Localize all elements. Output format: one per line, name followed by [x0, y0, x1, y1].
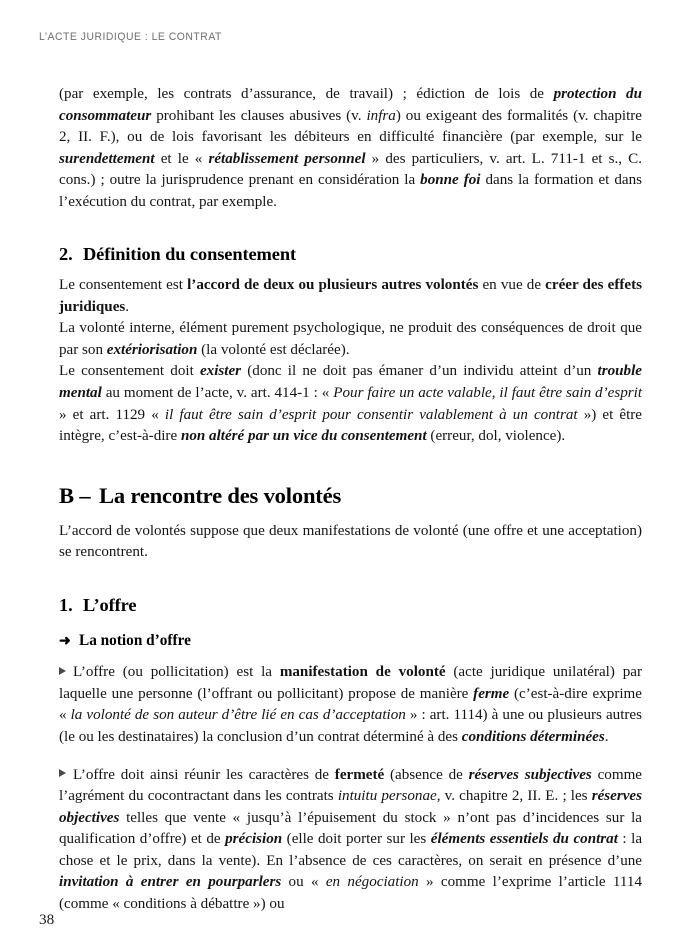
emphasis-exister: exister: [199, 363, 242, 380]
heading-letter: B –: [59, 482, 91, 508]
emphasis-surendettement: surendettement: [59, 150, 155, 167]
text-run: Le consentement est: [59, 277, 188, 294]
italic-infra: infra: [366, 107, 396, 124]
emphasis-retablissement-personnel: rétablissement personnel: [208, 150, 366, 167]
emphasis-elements-essentiels: éléments essentiels du contrat: [430, 831, 618, 848]
subheading-label: La notion d’offre: [79, 631, 191, 649]
heading-number: 1.: [59, 594, 73, 615]
emphasis-trouble-mental: trouble mental: [59, 363, 642, 402]
text-run: et le «: [154, 150, 209, 167]
heading-title: La rencontre des volontés: [99, 482, 342, 508]
text-run: au moment de l’acte, v. art. 414-1 : «: [101, 385, 334, 402]
emphasis-bonne-foi: bonne foi: [420, 172, 481, 189]
text-run: » comme l’exprime l’article 1114 (comme « conditions à débattre ») ou: [59, 874, 642, 912]
bold-fermete: fermeté: [334, 766, 385, 783]
text-run: : la chose et le prix, dans la vente). En l’absence de ces caractères, on serait en présence d’une: [59, 831, 643, 869]
paragraph-intro: [59, 84, 642, 213]
spacer: [59, 564, 642, 594]
paragraph-consentement-exister: [59, 361, 642, 447]
triangle-bullet-icon: [59, 667, 66, 675]
spacer: [59, 266, 642, 275]
italic-intuitu-personae: intuitu personae: [337, 788, 437, 805]
heading-number: 2.: [59, 244, 73, 265]
triangle-bullet-icon: [59, 769, 66, 777]
text-run: La volonté interne, élément purement psychologique, ne produit des conséquences de droit que par son: [59, 320, 642, 358]
running-head: L’ACTE JURIDIQUE : LE CONTRAT: [39, 31, 222, 43]
text-run: (absence de: [384, 766, 469, 783]
emphasis-ferme: ferme: [473, 685, 510, 702]
emphasis-exteriorisation: extériorisation: [106, 341, 198, 358]
text-run: Le consentement doit: [59, 363, 200, 380]
italic-en-negociation: en négociation: [325, 874, 419, 891]
quote-article-1129: il faut être sain d’esprit pour consentir valablement à un contrat: [164, 406, 578, 423]
bold-accord-volontes: l’accord de deux ou plusieurs autres volontés: [187, 277, 479, 294]
text-column: [59, 84, 642, 915]
text-run: , v. chapitre 2, II. E. ; les: [436, 788, 592, 805]
quote-volonte-auteur: la volonté de son auteur d’être lié en cas d’acceptation: [70, 707, 406, 724]
text-run: ) ou exigeant des formalités (v. chapitre 2, II. F.), ou de lois favorisant les débiteurs en difficulté financière (par exemple, sur le: [59, 107, 643, 146]
text-run: (c’est-à-dire exprime «: [59, 685, 642, 724]
spacer: [59, 650, 642, 662]
bullet-paragraph-offre-caracteres: [59, 765, 642, 916]
paragraph-accord-volontes: L’accord de volontés suppose que deux manifestations de volonté (une offre et une acceptation) se rencontrent.: [59, 522, 642, 561]
emphasis-precision: précision: [225, 831, 283, 848]
arrow-right-icon: ➜: [59, 633, 71, 649]
text-run: » et art. 1129 «: [59, 406, 165, 423]
quote-article-414-1: Pour faire un acte valable, il faut être sain d’esprit: [333, 385, 643, 402]
spacer: [59, 448, 642, 482]
emphasis-reserves-objectives: réserves objectives: [59, 788, 642, 826]
page-number: 38: [39, 911, 55, 928]
subheading-notion-offre: [59, 631, 642, 651]
bullet-paragraph-offre-definition: [59, 662, 642, 748]
heading-title: Définition du consentement: [83, 244, 296, 265]
text-run: (elle doit porter sur les: [282, 831, 431, 848]
paragraph-volonte-interne: [59, 318, 642, 361]
text-run: L’offre doit ainsi réunir les caractères de: [73, 766, 335, 783]
text-run: dans la formation et dans l’exécution du contrat, par exemple.: [59, 172, 642, 210]
text-run: » : art. 1114) à une ou plusieurs autres (le ou les destinataires) la conclusion d’un contrat déterminé à des: [59, 707, 642, 745]
bold-manifestation-volonte: manifestation de volonté: [279, 664, 446, 681]
text-run: prohibant les clauses abusives (v.: [151, 107, 367, 124]
text-run: » des particuliers, v. art. L. 711-1 et s., C. cons.) ; outre la jurisprudence prenant en considération la: [59, 150, 642, 189]
emphasis-invitation-pourparlers: invitation à entrer en pourparlers: [59, 874, 282, 891]
heading-title: L’offre: [83, 594, 137, 615]
text-run: .: [604, 729, 609, 745]
paragraph-consentement-accord: [59, 275, 642, 318]
spacer: [59, 213, 642, 243]
emphasis-reserves-subjectives: réserves subjectives: [468, 766, 592, 783]
heading-definition-consentement: [59, 243, 642, 266]
text-run: en vue de: [478, 277, 546, 294]
spacer: [59, 749, 642, 765]
heading-offre: [59, 594, 642, 617]
text-run: (par exemple, les contrats d’assurance, de travail) ; édiction de lois de: [59, 86, 554, 102]
text-run: telles que vente « jusqu’à l’épuisement du stock » n’ont pas d’incidences sur la qualification d’offre) et de: [59, 809, 642, 848]
spacer: [59, 617, 642, 631]
emphasis-protection-consommateur: protection du consommateur: [59, 86, 642, 124]
emphasis-non-altere: non altéré par un vice du consentement: [180, 428, 427, 445]
heading-rencontre-volontes: [59, 482, 642, 509]
bold-creer-effets-juridiques: créer des effets juridiques: [59, 277, 642, 315]
text-run: (acte juridique unilatéral) par laquelle une personne (l’offrant ou pollicitant) propose de manière: [59, 664, 643, 702]
text-run: (donc il ne doit pas émaner d’un individu atteint d’un: [241, 363, 598, 380]
text-run: (erreur, dol, violence).: [426, 428, 566, 445]
emphasis-conditions-determinees: conditions déterminées: [461, 729, 605, 745]
spacer: [59, 509, 642, 521]
text-run: comme l’agrément du cocontractant dans les contrats: [59, 766, 643, 805]
text-run: .: [125, 298, 130, 315]
text-run: ») et être intègre, c’est-à-dire: [59, 406, 642, 445]
text-run: (la volonté est déclarée).: [197, 341, 350, 358]
text-run: L’offre (ou pollicitation) est la: [73, 664, 280, 681]
text-run: ou «: [281, 874, 326, 891]
